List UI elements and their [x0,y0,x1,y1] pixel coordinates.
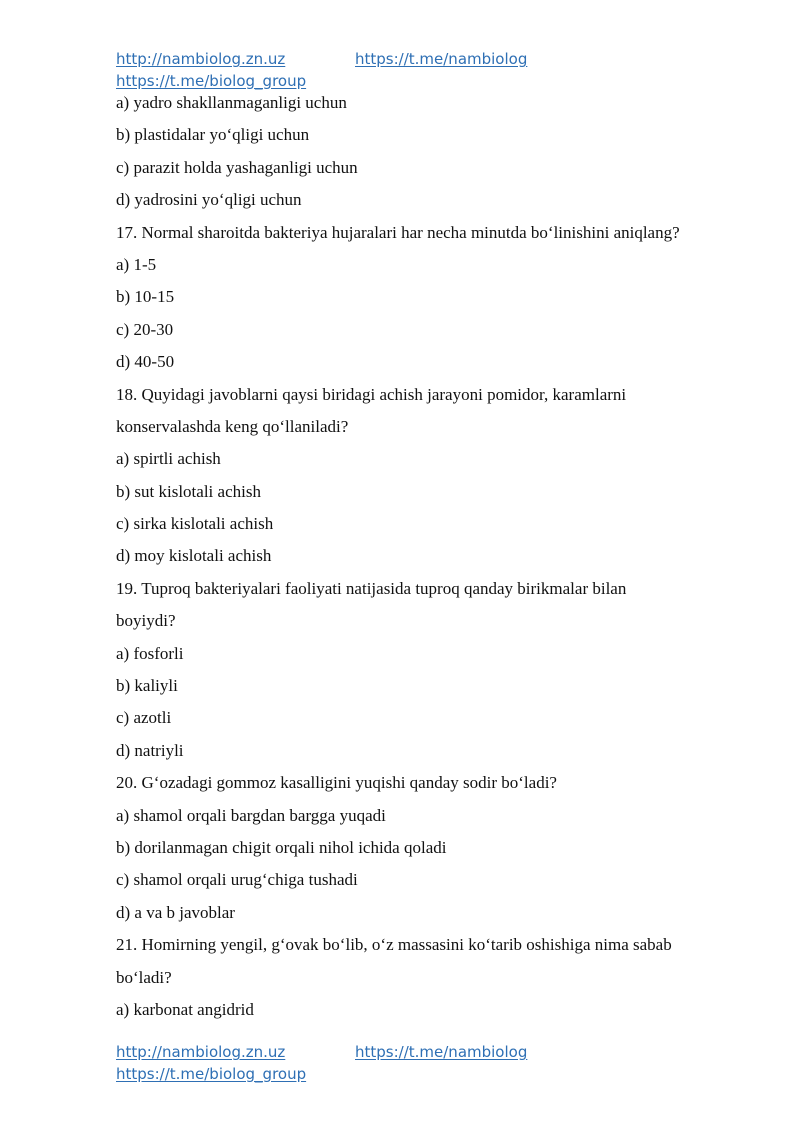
document-body [116,90,756,1029]
text-line: d) a va b javoblar [116,902,235,922]
header-link-channel[interactable]: https://t.me/nambiolog [355,50,528,68]
header-link-group[interactable]: https://t.me/biolog_group [116,72,307,90]
text-line: a) karbonat angidrid [116,999,254,1019]
question-20: 20. Gʻozadagi gommoz kasalligini yuqishi qanday sodir boʻladi? [116,773,557,793]
text-line: b) plastidalar yoʻqligi uchun [116,125,310,145]
page-footer-right [355,1041,527,1063]
text-line: c) 20-30 [116,319,174,339]
text-line: konservalashda keng qoʻllaniladi? [116,416,349,436]
text-line: b) kaliyli [116,676,178,696]
text-line: a) shamol orqali bargdan bargga yuqadi [116,805,386,825]
question-17: 17. Normal sharoitda bakteriya hujaralari har necha minutda boʻlinishini aniqlang? [116,222,680,242]
text-line: b) sut kislotali achish [116,481,261,501]
text-line: a) fosforli [116,643,184,663]
page-footer-left [116,1041,306,1085]
page-header-right [355,48,527,70]
text-line: boʻladi? [116,967,172,987]
text-line: c) parazit holda yashaganligi uchun [116,157,358,177]
question-21: 21. Homirning yengil, gʻovak boʻlib, oʻz massasini koʻtarib oshishiga nima sabab [116,935,672,955]
text-line: boyiydi? [116,611,176,631]
text-line: b) dorilanmagan chigit orqali nihol ichida qoladi [116,837,447,857]
page-header-left [116,48,306,92]
text-line: d) natriyli [116,740,184,760]
header-link-site[interactable]: http://nambiolog.zn.uz [116,50,286,68]
text-line: b) 10-15 [116,287,175,307]
question-18: 18. Quyidagi javoblarni qaysi biridagi achish jarayoni pomidor, karamlarni [116,384,627,404]
text-line: c) azotli [116,708,172,728]
question-19: 19. Tuproq bakteriyalari faoliyati natijasida tuproq qanday birikmalar bilan [116,578,627,598]
text-line: d) yadrosini yoʻqligi uchun [116,190,302,210]
text-line: c) shamol orqali urugʻchiga tushadi [116,870,358,890]
text-line: a) spirtli achish [116,449,221,469]
text-line: c) sirka kislotali achish [116,514,274,534]
text-line: d) 40-50 [116,352,175,372]
text-line: d) moy kislotali achish [116,546,272,566]
text-line: a) yadro shakllanmaganligi uchun [116,93,347,112]
text-line: a) 1-5 [116,254,157,274]
footer-link-site[interactable]: http://nambiolog.zn.uz [116,1043,286,1061]
footer-link-group[interactable]: https://t.me/biolog_group [116,1065,307,1083]
footer-link-channel[interactable]: https://t.me/nambiolog [355,1043,528,1061]
